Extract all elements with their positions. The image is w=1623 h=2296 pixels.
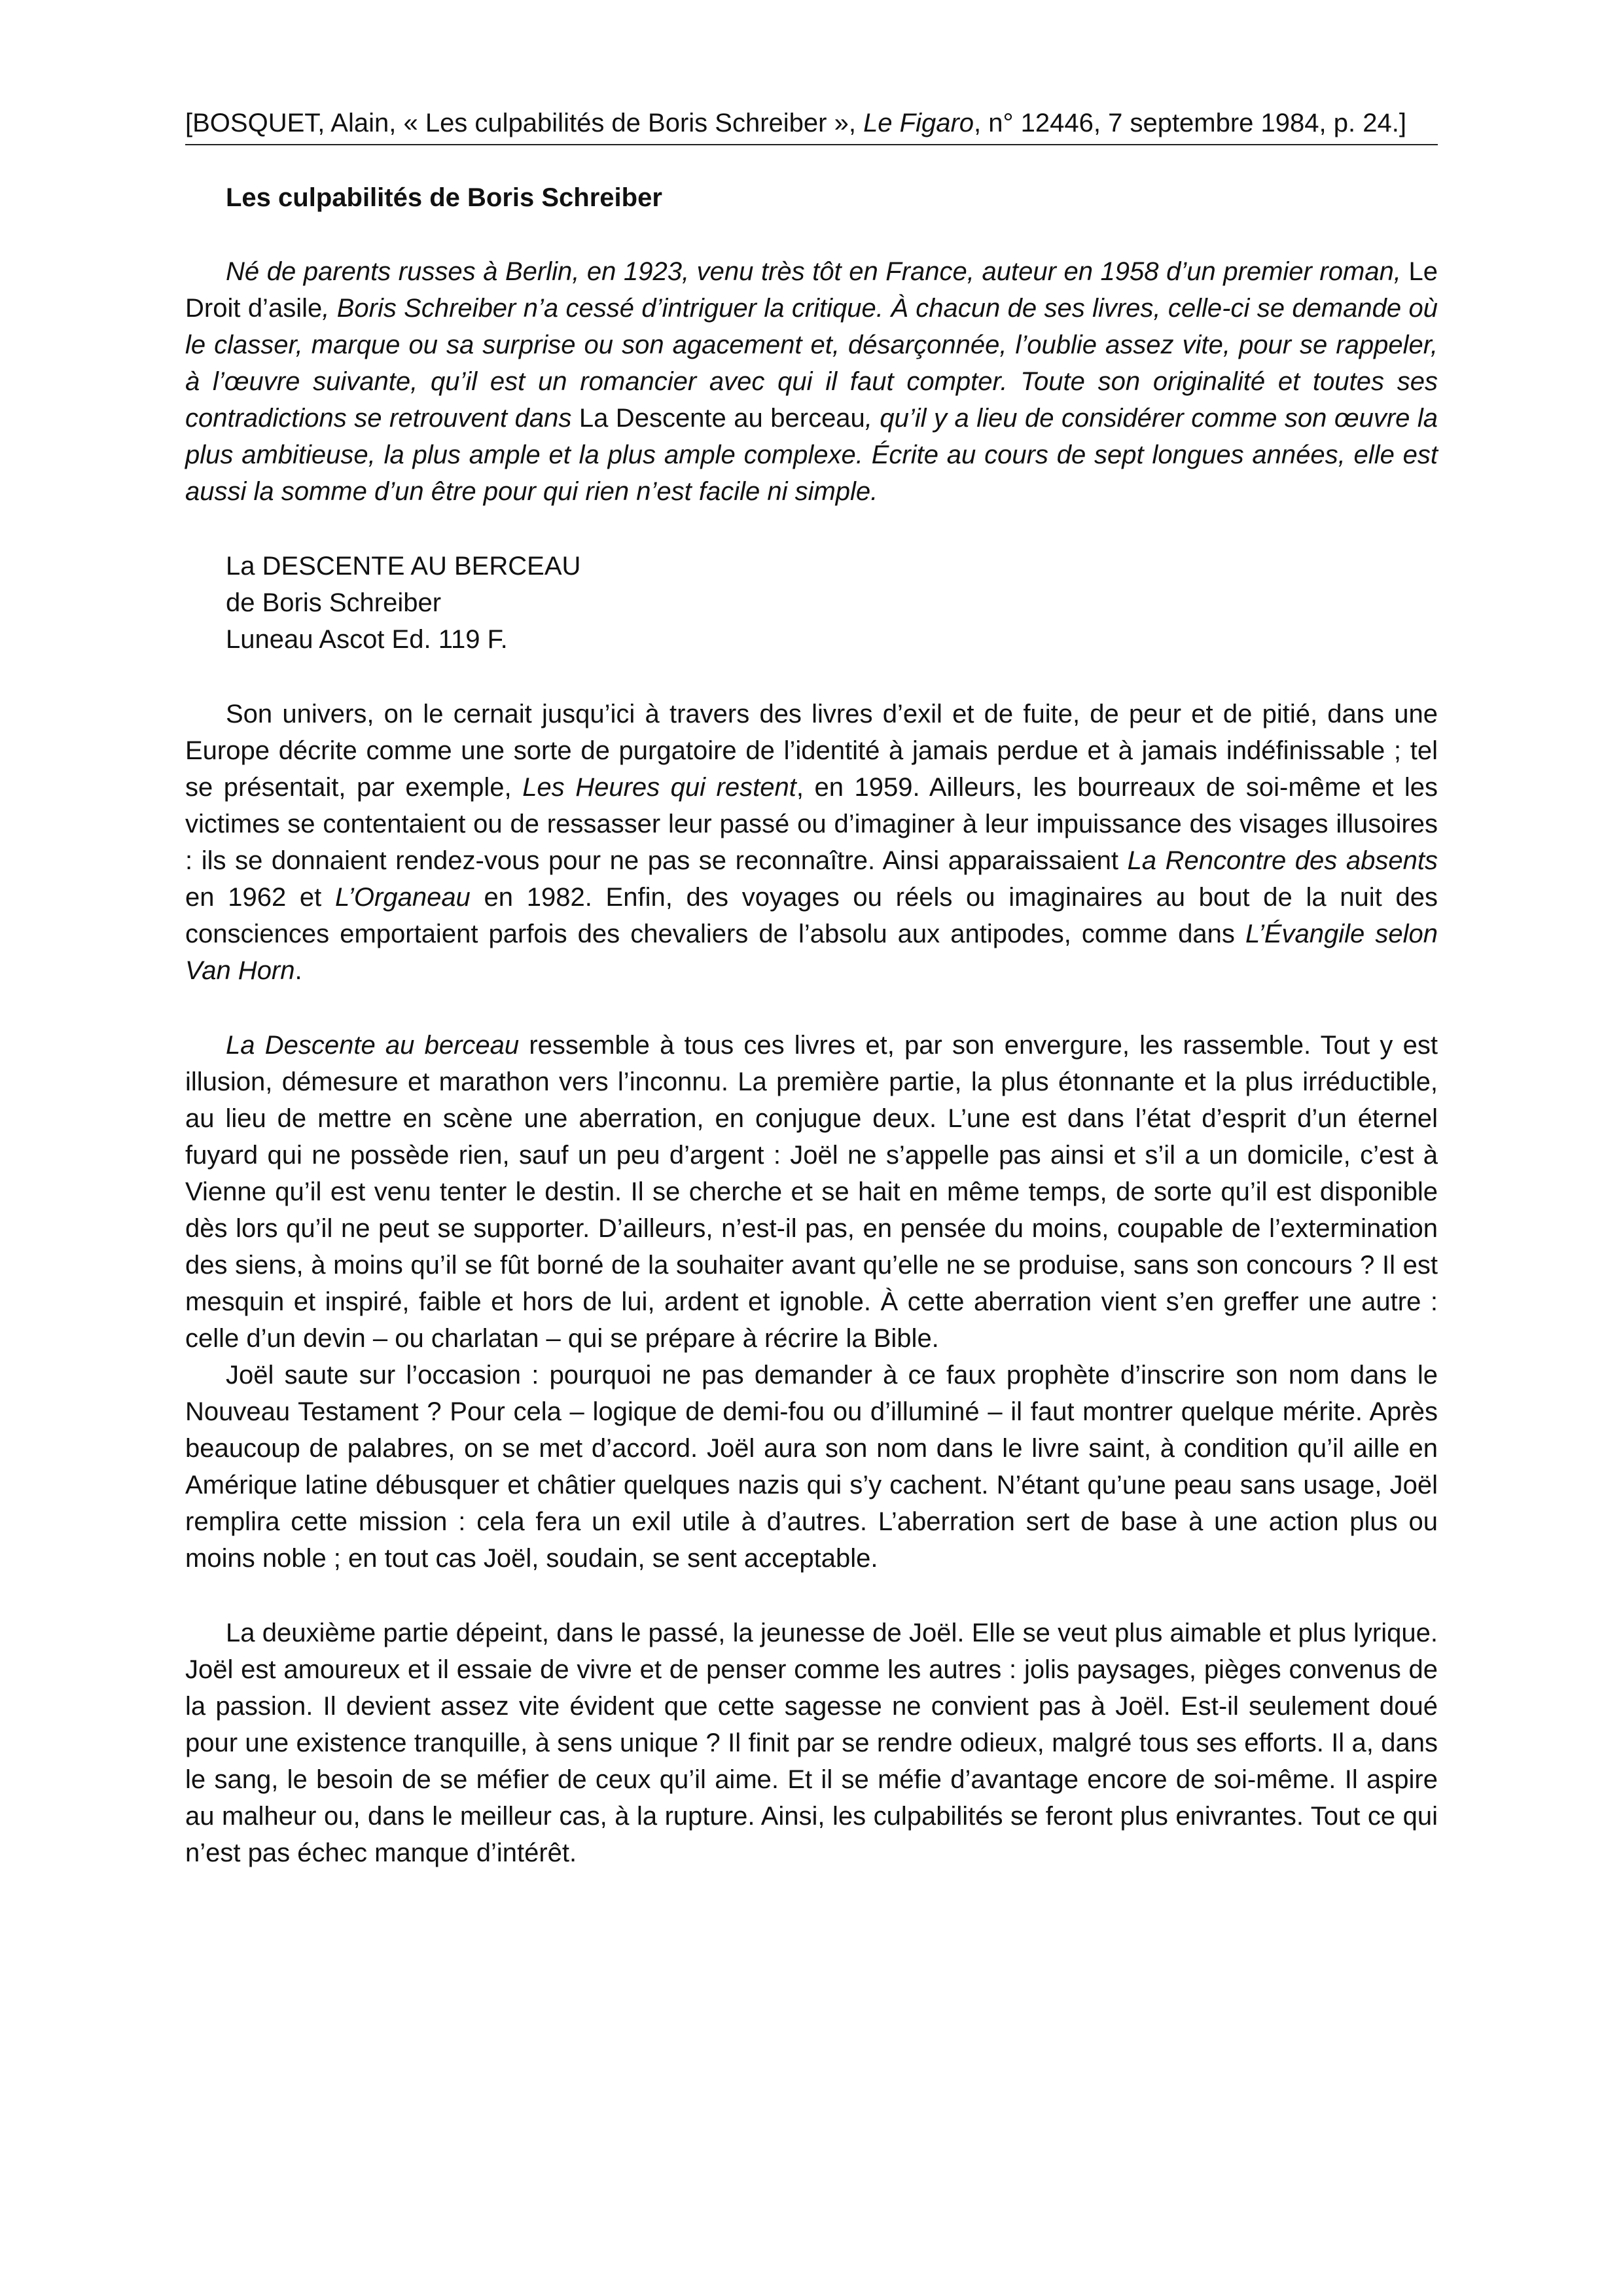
article-page xyxy=(185,105,1438,1871)
lead-book-title-1: Le Droit d’asile xyxy=(185,257,1438,323)
body-paragraph-4: La deuxième partie dépeint, dans le passé, la jeunesse de Joël. Elle se veut plus aimable et plus lyrique. Joël est amoureux et il essaie de vivre et de penser comme les autres : jolis paysages, pièges convenus de la passion. Il devient assez vite évident que cette sagesse ne convient pas à Joël. Est-il seulement doué pour une existence tranquille, à sens unique ? Il finit par se rendre odieux, malgré tous ses efforts. Il a, dans le sang, le besoin de se méfier de ceux qu’il aime. Et il se méfie d’avantage encore de soi-même. Il aspire au malheur ou, dans le meilleur cas, à la rupture. Ainsi, les culpabilités se feront plus enivrantes. Tout ce qui n’est pas échec manque d’intérêt. xyxy=(185,1619,1438,1867)
lead-text-3: , qu’il y a lieu de considérer comme son œuvre la plus ambitieuse, la plus ample et la plus ample complexe. Écrite au cours de sept longues années, elle est aussi la somme d’un être pour qui rien n’est facile ni simple. xyxy=(185,404,1438,506)
para2-title-1: La Descente au berceau xyxy=(226,1031,520,1060)
para1-text-1: Son univers, on le cernait jusqu’ici à travers des livres d’exil et de fuite, de peur et de pitié, dans une Europe décrite comme une sorte de purgatoire de l’identité à jamais perdue et à jamais indéfinissable ; tel se présentait, par exemple, xyxy=(185,700,1438,802)
para2-text-1: ressemble à tous ces livres et, par son envergure, les rassemble. Tout y est illusion, démesure et marathon vers l’inconnu. La première partie, la plus étonnante et la plus irréductible, au lieu de mettre en scène une aberration, en conjugue deux. L’une est dans l’état d’esprit d’un éternel fuyard qui ne possède rien, sauf un peu d’argent : Joël ne s’appelle pas ainsi et s’il a un domicile, c’est à Vienne qu’il est venu tenter le destin. Il se cherche et se hait en même temps, de sorte qu’il est disponible dès lors qu’il ne peut se supporter. D’ailleurs, n’est-il pas, en pensée du moins, coupable de l’extermination des siens, à moins qu’il se fût borné de la souhaiter avant qu’elle ne se produise, sans son concours ? Il est mesquin et inspiré, faible et hors de lui, ardent et ignoble. À cette aberration vient s’en greffer une autre : celle d’un devin – ou charlatan – qui se prépare à récrire la Bible. xyxy=(185,1031,1438,1353)
book-info xyxy=(185,548,1438,658)
book-title: La DESCENTE AU BERCEAU xyxy=(226,552,581,581)
lead-book-title-2: La Descente au berceau xyxy=(579,404,865,433)
body-paragraph-2 xyxy=(185,1027,1438,1357)
article-title: Les culpabilités de Boris Schreiber xyxy=(226,183,662,212)
lead-text-1: Né de parents russes à Berlin, en 1923, venu très tôt en France, auteur en 1958 d’un premier roman, xyxy=(226,257,1409,286)
lead-text-2: , Boris Schreiber n’a cessé d’intriguer la critique. À chacun de ses livres, celle-ci se demande où le classer, marque ou sa surprise ou son agacement et, désarçonnée, l’oublie assez vite, pour se rappeler, à l’œuvre suivante, qu’il est un romancier avec qui il faut compter. Toute son originalité et toutes ses contradictions se retrouvent dans xyxy=(185,294,1438,433)
lead-paragraph xyxy=(185,253,1438,510)
para1-title-1: Les Heures qui restent xyxy=(522,773,796,802)
para1-text-3: en 1962 et xyxy=(185,883,335,912)
citation-details: , n° 12446, 7 septembre 1984, p. 24.] xyxy=(974,109,1406,137)
para1-text-5: . xyxy=(294,956,302,985)
para1-title-2: La Rencontre des absents xyxy=(1127,846,1438,875)
body-paragraph-1 xyxy=(185,696,1438,989)
citation-newspaper: Le Figaro xyxy=(863,109,974,137)
para1-text-4: en 1982. Enfin, des voyages ou réels ou imaginaires au bout de la nuit des consciences emportaient parfois des chevaliers de l’absolu aux antipodes, comme dans xyxy=(185,883,1438,948)
para1-title-3: L’Organeau xyxy=(334,883,471,912)
para1-title-4: L’Évangile selon Van Horn xyxy=(185,920,1438,985)
citation-reference xyxy=(185,105,1438,145)
citation-text: [BOSQUET, Alain, « Les culpabilités de Boris Schreiber », xyxy=(185,109,864,137)
book-publisher: Luneau Ascot Ed. 119 F. xyxy=(226,625,508,654)
body-paragraph-3: Joël saute sur l’occasion : pourquoi ne pas demander à ce faux prophète d’inscrire son nom dans le Nouveau Testament ? Pour cela – logique de demi-fou ou d’illuminé – il faut montrer quelque mérite. Après beaucoup de palabres, on se met d’accord. Joël aura son nom dans le livre saint, à condition qu’il aille en Amérique latine débusquer et châtier quelques nazis qui s’y cachent. N’étant qu’une peau sans usage, Joël remplira cette mission : cela fera un exil utile à d’autres. L’aberration sert de base à une action plus ou moins noble ; en tout cas Joël, soudain, se sent acceptable. xyxy=(185,1361,1438,1573)
book-author: de Boris Schreiber xyxy=(226,588,442,617)
para1-text-2: , en 1959. Ailleurs, les bourreaux de soi-même et les victimes se contentaient ou de ressasser leur passé ou d’imaginer à leur impuissance des visages illusoires : ils se donnaient rendez-vous pour ne pas se reconnaître. Ainsi apparaissaient xyxy=(185,773,1438,875)
